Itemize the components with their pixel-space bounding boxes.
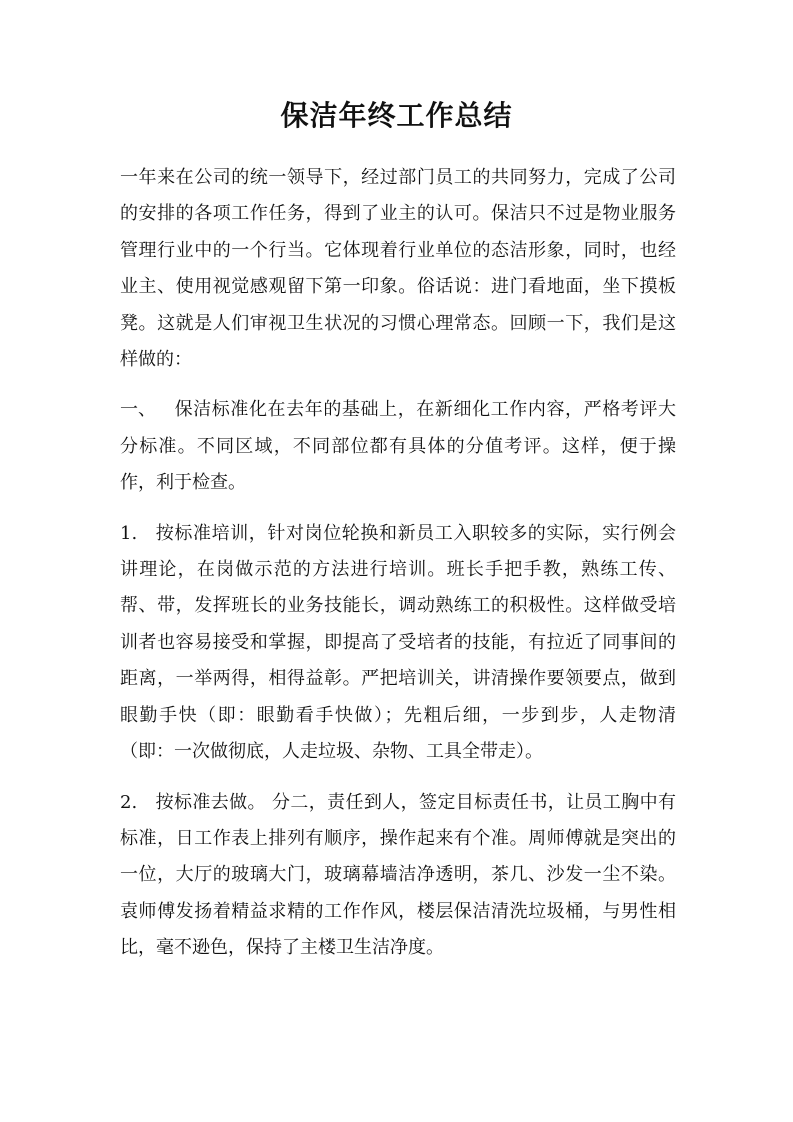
paragraph-text: 按标准去做。 分二，责任到人，签定目标责任书，让员工胸中有标准，日工作表上排列有顺序，操作起来有个准。周师傅就是突出的一位，大厅的玻璃大门，玻璃幕墙洁净透明，茶几、沙发一尘不染。袁师傅发扬着精益求精的工作作风，楼层保洁清洗垃圾桶，与男性相比，毫不逊色，保持了主楼卫生洁净度。 (120, 791, 676, 959)
paragraph-item-1 (120, 516, 676, 771)
item-number: 2. (120, 791, 138, 813)
paragraph-text: 保洁标准化在去年的基础上，在新细化工作内容，严格考评大分标准。不同区域，不同部位都有具体的分值考评。这样，便于操作，利于检查。 (120, 399, 676, 494)
item-number: 1. (120, 522, 138, 544)
section-number: 一、 (120, 399, 156, 421)
paragraph-item-2 (120, 785, 676, 967)
document-body (120, 160, 676, 981)
document-title: 保洁年终工作总结 (280, 99, 513, 132)
paragraph-text: 一年来在公司的统一领导下，经过部门员工的共同努力，完成了公司的安排的各项工作任务，得到了业主的认可。保洁只不过是物业服务管理行业中的一个行当。它体现着行业单位的态洁形象，同时，也经业主、使用视觉感观留下第一印象。俗话说：进门看地面，坐下摸板凳。这就是人们审视卫生状况的习惯心理常态。回顾一下，我们是这样做的： (120, 167, 676, 371)
paragraph-section-1 (120, 392, 676, 501)
paragraph-intro (120, 160, 676, 378)
paragraph-text: 按标准培训，针对岗位轮换和新员工入职较多的实际，实行例会讲理论，在岗做示范的方法进行培训。班长手把手教，熟练工传、帮、带，发挥班长的业务技能长，调动熟练工的积极性。这样做受培训者也容易接受和掌握，即提高了受培者的技能，有拉近了同事间的距离，一举两得，相得益彰。严把培训关，讲清操作要领要点，做到眼勤手快（即：眼勤看手快做）；先粗后细，一步到步，人走物清（即：一次做彻底，人走垃圾、杂物、工具全带走）。 (120, 522, 676, 763)
